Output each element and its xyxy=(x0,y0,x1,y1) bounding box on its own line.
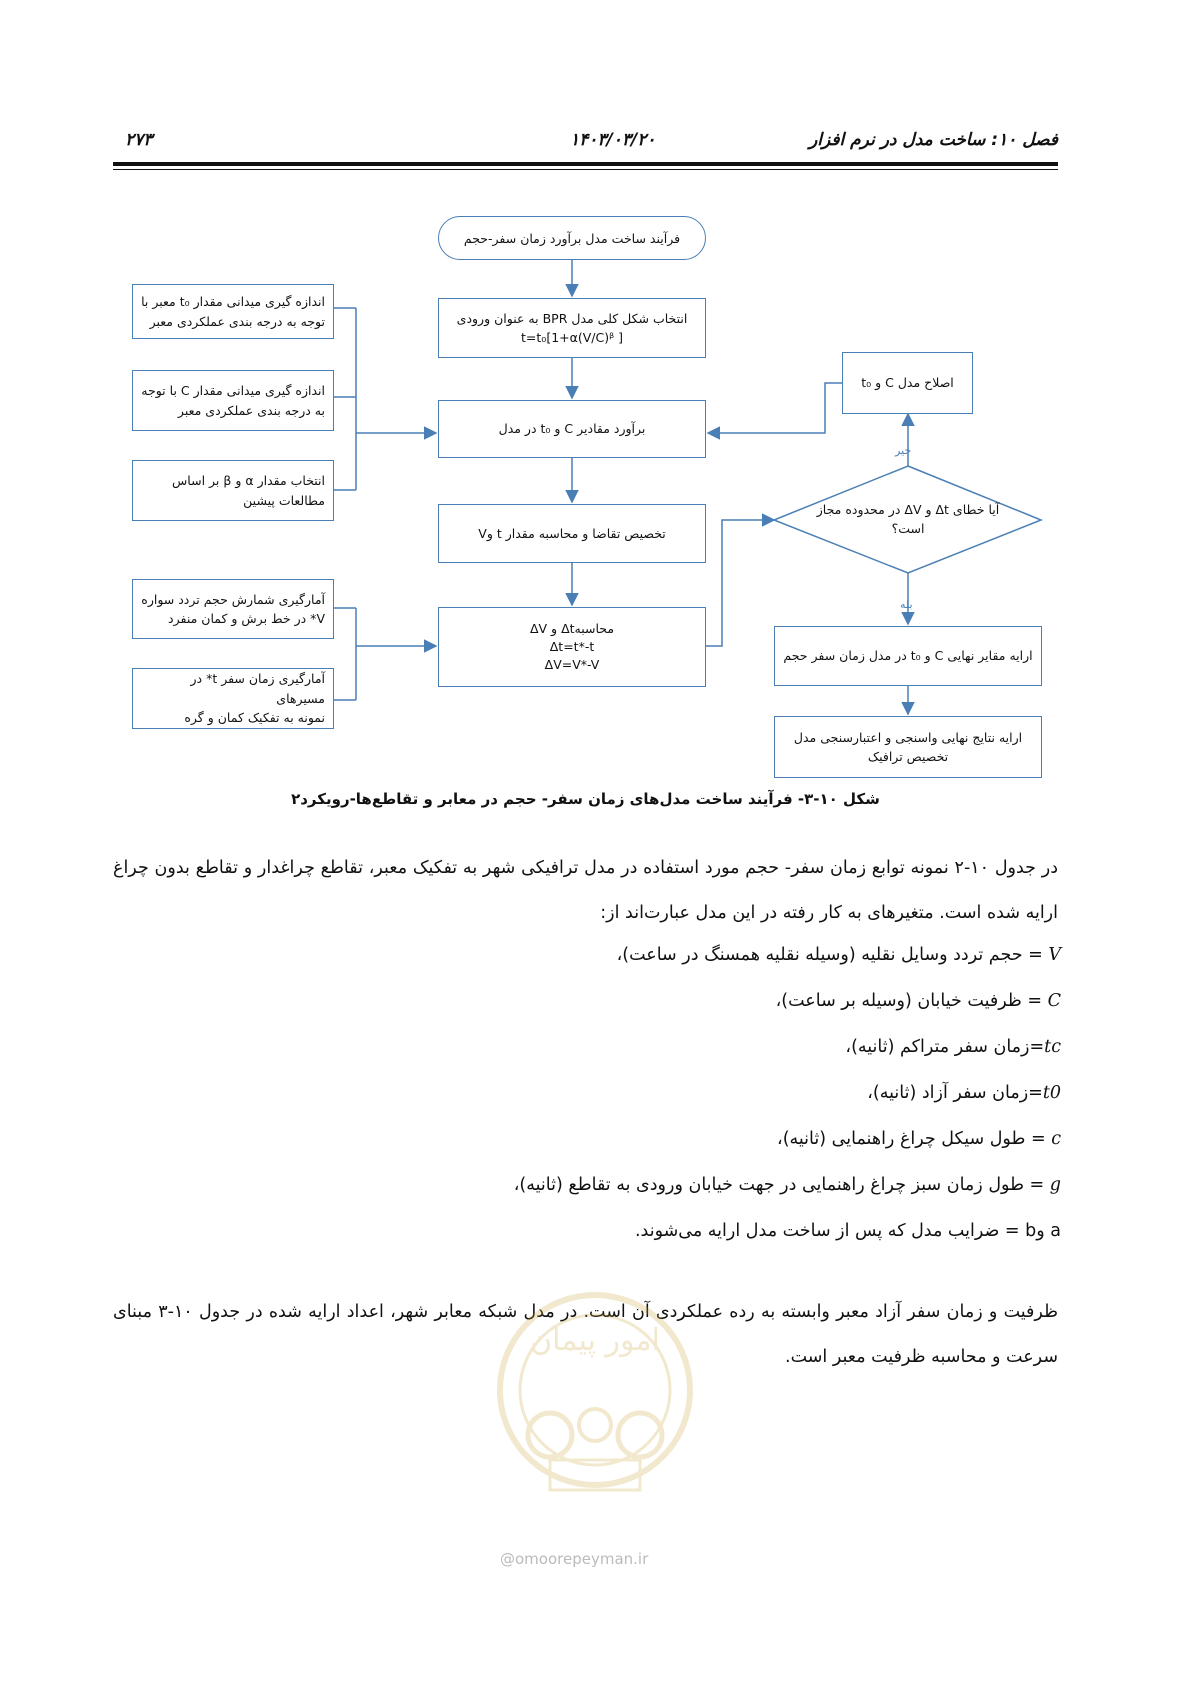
input-ab-line1: انتخاب مقدار α و β بر اساس xyxy=(172,473,325,489)
header-date: ۱۴۰۳/۰۳/۲۰ xyxy=(570,130,656,150)
variable-coefficients xyxy=(635,1221,1061,1241)
input-c-line2: به درجه بندی عملکردی معبر xyxy=(177,402,325,418)
final-results-box xyxy=(774,716,1042,778)
assign-text: تخصیص تقاضا و محاسبه مقدار t وV xyxy=(478,525,666,541)
var-symbol: c xyxy=(1051,1129,1061,1149)
figure-caption: شکل ۱۰-۳- فرآیند ساخت مدل‌های زمان سفر- حجم در معابر و تقاطع‌ها-رویکرد۲ xyxy=(291,790,880,808)
decision-line2: است؟ xyxy=(891,521,925,537)
var-desc: = حجم تردد وسایل نقلیه (وسیله نقلیه همسنگ در ساعت)، xyxy=(616,945,1049,965)
input-v-line2: V* در خط برش و کمان منفرد xyxy=(168,611,325,626)
var-symbol: t0 xyxy=(1042,1083,1061,1103)
paragraph-capacity: ظرفیت و زمان سفر آزاد معبر وابسته به رده عملکردی آن است. در مدل شبکه معابر شهر، اعداد ارایه شده در جدول ۱۰-۳ مبنای سرعت و محاسبه ظرفیت معبر است. xyxy=(113,1302,1059,1367)
correct-text: اصلاح مدل C و t₀ xyxy=(861,375,954,391)
input-alpha-beta-box xyxy=(132,460,334,521)
decision-text xyxy=(790,500,1026,539)
calc-dt-formula: Δt=t*-t xyxy=(549,638,595,654)
calc-dv-formula: ΔV=V*-V xyxy=(544,657,600,673)
var-desc: = ضرایب مدل که پس از ساخت مدل ارایه می‌شوند. xyxy=(634,1221,1026,1241)
final-values-box xyxy=(774,626,1042,686)
page-number: ۲۷۳ xyxy=(125,130,153,150)
var-symbol: C xyxy=(1047,991,1061,1011)
input-t0-line1: اندازه گیری میدانی مقدار t₀ معبر با xyxy=(141,294,325,310)
input-t0-box xyxy=(132,284,334,339)
input-v-line1: آمارگیری شمارش حجم تردد سواره xyxy=(141,591,325,607)
decision-line1: آیا خطای Δt و ΔV در محدوده مجاز xyxy=(816,502,1000,517)
bpr-text: انتخاب شکل کلی مدل BPR به عنوان ورودی xyxy=(456,310,688,326)
var-symbol: V xyxy=(1048,945,1061,965)
estimate-box xyxy=(438,400,706,458)
final-values-text: ارایه مقایر نهایی C و t₀ در مدل زمان سفر حجم xyxy=(783,648,1033,664)
watermark-logo xyxy=(480,1275,710,1575)
variable-tc xyxy=(845,1037,1061,1057)
var-symbol: tc xyxy=(1044,1037,1061,1057)
bpr-formula: t=t₀[1+α(V/C)ᵝ ] xyxy=(521,330,623,345)
estimate-text: برآورد مقادیر C و t₀ در مدل xyxy=(498,421,646,437)
var-desc: =زمان سفر متراکم (ثانیه)، xyxy=(845,1037,1045,1057)
final-results-line1: ارایه نتایج نهایی واسنجی و اعتبارسنجی مدل xyxy=(793,729,1023,745)
watermark-url: @omoorepeyman.ir xyxy=(500,1550,649,1568)
input-ab-line2: مطالعات پیشین xyxy=(243,492,325,508)
input-t0-line2: توجه به درجه بندی عملکردی معبر xyxy=(149,313,325,329)
correct-model-box xyxy=(842,352,973,414)
chapter-title: فصل ۱۰: ساخت مدل در نرم افزار xyxy=(809,130,1058,150)
start-terminal xyxy=(438,216,706,260)
var-desc: = طول سیکل چراغ راهنمایی (ثانیه)، xyxy=(777,1129,1052,1149)
svg-text:امور پیمان: امور پیمان xyxy=(530,1323,660,1358)
input-travel-time-box xyxy=(132,668,334,729)
var-desc: = طول زمان سبز چراغ راهنمایی در جهت خیابان ورودی به تقاطع (ثانیه)، xyxy=(513,1175,1050,1195)
input-c-line1: اندازه گیری میدانی مقدار C با توجه xyxy=(141,383,325,399)
variable-cycle xyxy=(777,1129,1061,1149)
variable-t0 xyxy=(867,1083,1061,1103)
variable-c-capacity xyxy=(776,991,1061,1011)
input-c-box xyxy=(132,370,334,431)
yes-label: بله xyxy=(900,598,913,611)
variable-green xyxy=(514,1175,1061,1195)
input-tt-line2: نمونه به تفکیک کمان و گره xyxy=(184,710,325,726)
start-text: فرآیند ساخت مدل برآورد زمان سفر-حجم xyxy=(463,230,681,246)
var-desc: = ظرفیت خیابان (وسیله بر ساعت)، xyxy=(775,991,1048,1011)
calc-text: محاسبهΔt و ΔV xyxy=(529,620,615,636)
input-tt-line1: آمارگیری زمان سفر t* در مسیرهای xyxy=(190,671,325,706)
paragraph-intro: در جدول ۱۰-۲ نمونه توابع زمان سفر- حجم مورد استفاده در مدل ترافیکی شهر به تفکیک معبر، تقاطع چراغدار و تقاطع بدون چراغ ارایه شده است. متغیرهای به کار رفته در این مدل عبارت‌اند از: xyxy=(113,858,1058,923)
input-volume-count-box xyxy=(132,579,334,639)
final-results-line2: تخصیص ترافیک xyxy=(867,749,949,764)
var-desc: =زمان سفر آزاد (ثانیه)، xyxy=(867,1083,1043,1103)
calc-box xyxy=(438,607,706,687)
assign-box xyxy=(438,504,706,563)
no-label: خیر xyxy=(895,444,912,457)
var-symbol: g xyxy=(1049,1175,1061,1195)
var-symbol: a وb xyxy=(1025,1221,1061,1241)
variable-v xyxy=(617,945,1061,965)
bpr-selection-box xyxy=(438,298,706,358)
